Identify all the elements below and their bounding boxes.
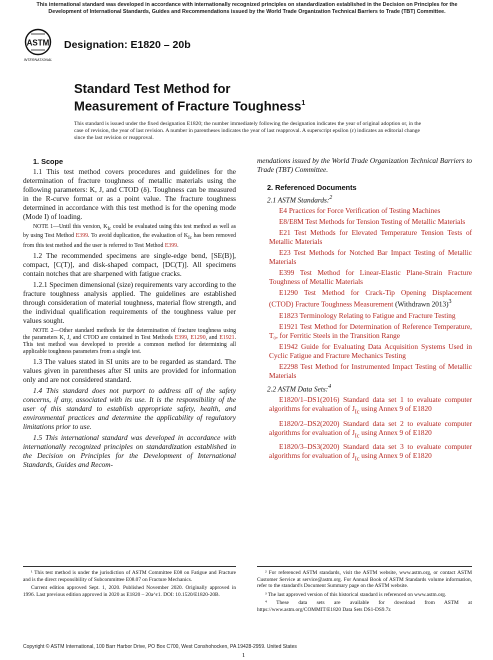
ref-link-e399[interactable]: E399 <box>174 334 187 341</box>
reference-code[interactable]: E2298 <box>279 362 298 371</box>
reference-code[interactable]: E8/E8M <box>279 218 304 227</box>
dataset-item[interactable] <box>257 443 472 464</box>
dataset-list <box>257 396 472 464</box>
note-1: NOTE 1—Until this version, $K_{Ic}$ could be evaluated using this test method as well as by using Test Method E399. To avoid duplication, the evaluation of $K_{Ic}$ has been removed from this test method and the user is referred to Test Method E399. <box>23 224 236 249</box>
dataset-title-tail[interactable]: using Annex 9 of E1820 <box>359 428 432 437</box>
reference-item[interactable] <box>257 363 472 381</box>
dataset-title-tail[interactable]: using Annex 9 of E1820 <box>359 452 432 461</box>
reference-code[interactable]: E4 <box>279 207 288 216</box>
dataset-title[interactable]: Standard data set 1 to evaluate computer algorithms for evaluation of J <box>269 396 472 414</box>
document-title <box>74 81 305 113</box>
right-column <box>257 157 472 467</box>
reference-title[interactable]: Test Methods for Elevated Temperature Tension Tests of Metallic Materials <box>269 229 472 247</box>
reference-title[interactable]: Test Method for Crack-Tip Opening Displacement (CTOD) Fracture Toughness Measurement <box>269 289 472 309</box>
ref-link-e399[interactable]: E399 <box>164 242 178 249</box>
astm-logo-icon <box>23 28 53 64</box>
reference-code[interactable]: E23 <box>279 249 291 258</box>
svg-text:INTERNATIONAL: INTERNATIONAL <box>23 58 53 62</box>
dataset-title[interactable]: Standard data set 2 to evaluate computer algorithms for evaluation of J <box>269 419 472 437</box>
reference-title[interactable]: Test Methods for Notched Bar Impact Testing of Metallic Materials <box>269 249 472 267</box>
left-column <box>23 157 236 472</box>
reference-title[interactable]: Test Method for Instrumented Impact Testing of Metallic Materials <box>269 362 472 380</box>
reference-title[interactable]: Test Methods for Tension Testing of Metallic Materials <box>303 218 466 227</box>
copyright: Copyright © ASTM International, 100 Barr Harbor Drive, PO Box C700, West Conshohocken, PA 19428-2959. United States <box>23 644 297 650</box>
reference-item[interactable] <box>257 249 472 267</box>
footnotes-left <box>23 566 236 600</box>
ref-link-e1290[interactable]: E1290 <box>190 334 206 341</box>
para-1-5: 1.5 This international standard was developed in accordance with internationally recognized principles on standardization established in the Decision on Principles for the Development of International Standards, Guides and Recom- <box>23 433 236 469</box>
astm-data-sets-label: 2.2 ASTM Data Sets:$^4$ <box>267 383 332 394</box>
footnote-2: ² For referenced ASTM standards, visit the ASTM website, www.astm.org, or contact ASTM Customer Service at service@astm.org. For Annual Book of ASTM Standards volume information, refer to the standard's Document Summary page on the ASTM website. <box>257 570 472 590</box>
footnote-marker: 3 <box>448 299 452 306</box>
astm-standards-label: 2.1 ASTM Standards:$^2$ <box>267 195 333 205</box>
footnote-1b: Current edition approved Sept. 1, 2020. Published November 2020. Originally approved in 1996. Last previous edition approved in 2020 as E1820 – 20a^ε1. DOI: 10.1520/E1820-20B. <box>23 585 236 598</box>
dataset-subscript: Ic <box>354 456 360 463</box>
reference-title[interactable]: Practices for Force Verification of Testing Machines <box>287 207 441 216</box>
reference-list <box>257 207 472 380</box>
reference-item[interactable] <box>257 289 472 309</box>
reference-title[interactable]: Guide for Evaluating Data Acquisition Systems Used in Cyclic Fatigue and Fracture Mechanics Testing <box>269 342 472 360</box>
reference-withdrawn-note: (Withdrawn 2013) <box>393 300 449 309</box>
dataset-code[interactable]: E1820/2–DS2(2020) <box>279 419 340 428</box>
dataset-subscript: Ic <box>354 433 360 440</box>
reference-code[interactable]: E1942 <box>279 342 298 351</box>
top-notice: This international standard was developed in accordance with internationally recognized principles on standardization established in the Decision on Principles for the Development of International Standards, Guides and Recommendations issued by the World Trade Organization Technical Barriers to Trade (TBT) Committee. <box>36 2 458 15</box>
reference-title[interactable]: Test Method for Determination of Reference Temperature, T₀, for Ferritic Steels in the Transition Range <box>269 322 472 340</box>
dataset-item[interactable] <box>257 420 472 441</box>
dataset-code[interactable]: E1820/1–DS1(2016) <box>279 396 340 405</box>
dataset-item[interactable] <box>257 396 472 417</box>
title-line-2: Measurement of Fracture Toughness$^1$ <box>74 98 306 114</box>
para-1-2: 1.2 The recommended specimens are single-edge bend, [SE(B)], compact, [C(T)], and disk-shaped compact, [DC(T)]. All specimens contain notches that are sharpened with fatigue cracks. <box>23 251 236 278</box>
reference-item[interactable] <box>257 323 472 341</box>
reference-code[interactable]: E1290 <box>279 289 298 298</box>
reference-item[interactable] <box>257 229 472 247</box>
dataset-title[interactable]: Standard data set 3 to evaluate computer algorithms for evaluation of J <box>269 443 472 461</box>
reference-item[interactable] <box>257 312 472 321</box>
ref-link-e399[interactable]: E399 <box>75 233 88 240</box>
para-1-4: 1.4 This standard does not purport to address all of the safety concerns, if any, associated with its use. It is the responsibility of the user of this standard to establish appropriate safety, health, and environmental practices and determine the applicability of regulatory limitations prior to use. <box>23 386 236 431</box>
reference-code[interactable]: E1823 <box>279 311 298 320</box>
footnote-4: ⁴ These data sets are available for download from ASTM at https://www.astm.org/COMMIT/E1820 Data Sets DS1-DS9.7z <box>257 600 472 613</box>
reference-code[interactable]: E399 <box>279 269 295 278</box>
footnote-3: ³ The last approved version of this historical standard is referenced on www.astm.org. <box>265 591 447 598</box>
page-number: 1 <box>242 652 246 659</box>
reference-title[interactable]: Test Method for Linear-Elastic Plane-Strain Fracture Toughness of Metallic Materials <box>269 269 472 287</box>
issued-note: This standard is issued under the fixed designation E1820; the number immediately following the designation indicates the year of original adoption or, in the case of revision, the year of last revision. A number in parentheses indicates the year of last reapproval. A superscript epsilon (ε) indicates an editorial change since the last revision or reapproval. <box>74 121 422 141</box>
reference-item[interactable] <box>257 343 472 361</box>
dataset-subscript: Ic <box>354 409 360 416</box>
scope-heading: 1. Scope <box>33 157 64 166</box>
referenced-documents-heading: 2. Referenced Documents <box>267 183 357 192</box>
reference-item[interactable] <box>257 218 472 227</box>
reference-code[interactable]: E21 <box>279 229 291 238</box>
reference-item[interactable] <box>257 269 472 287</box>
reference-code[interactable]: E1921 <box>279 322 298 331</box>
footnote-1: ¹ This test method is under the jurisdiction of ASTM Committee E08 on Fatigue and Fracture and is the direct responsibility of Subcommittee E08.07 on Fracture Mechanics. <box>23 570 236 583</box>
designation: Designation: E1820 – 20b <box>64 39 191 51</box>
dataset-code[interactable]: E1820/3–DS3(2020) <box>279 443 340 452</box>
reference-item[interactable] <box>257 207 472 216</box>
para-1-3: 1.3 The values stated in SI units are to be regarded as standard. The values given in parentheses after SI units are provided for information only and are not considered standard. <box>23 357 236 384</box>
footnotes-right <box>257 566 472 616</box>
para-1-1: 1.1 This test method covers procedures and guidelines for the determination of fracture toughness of metallic materials using the following parameters: K, J, and CTOD (δ). Toughness can be measured in the R-curve format or as a point value. The fracture toughness determined in accordance with this test method is for the opening mode (Mode I) of loading. <box>23 168 236 221</box>
reference-title[interactable]: Terminology Relating to Fatigue and Fracture Testing <box>297 311 456 320</box>
note-2: NOTE 2—Other standard methods for the determination of fracture toughness using the parameters K, J, and CTOD are contained in Test Methods E399, E1290, and E1921. This test method was developed to provide a common method for determining all applicable toughness parameters from a single test. <box>23 327 237 355</box>
ref-link-e1921[interactable]: E1921 <box>219 334 235 341</box>
para-1-5-cont: mendations issued by the World Trade Organization Technical Barriers to Trade (TBT) Committee. <box>257 157 472 174</box>
title-line-1: Standard Test Method for <box>74 81 231 96</box>
dataset-title-tail[interactable]: using Annex 9 of E1820 <box>359 405 432 414</box>
svg-text:ASTM: ASTM <box>26 38 50 48</box>
para-1-2-1: 1.2.1 Specimen dimensional (size) requirements vary according to the fracture toughness analysis applied. The guidelines are established through consideration of material toughness, material flow strength, and the individual qualification requirements of the toughness value per values sought. <box>23 280 236 325</box>
